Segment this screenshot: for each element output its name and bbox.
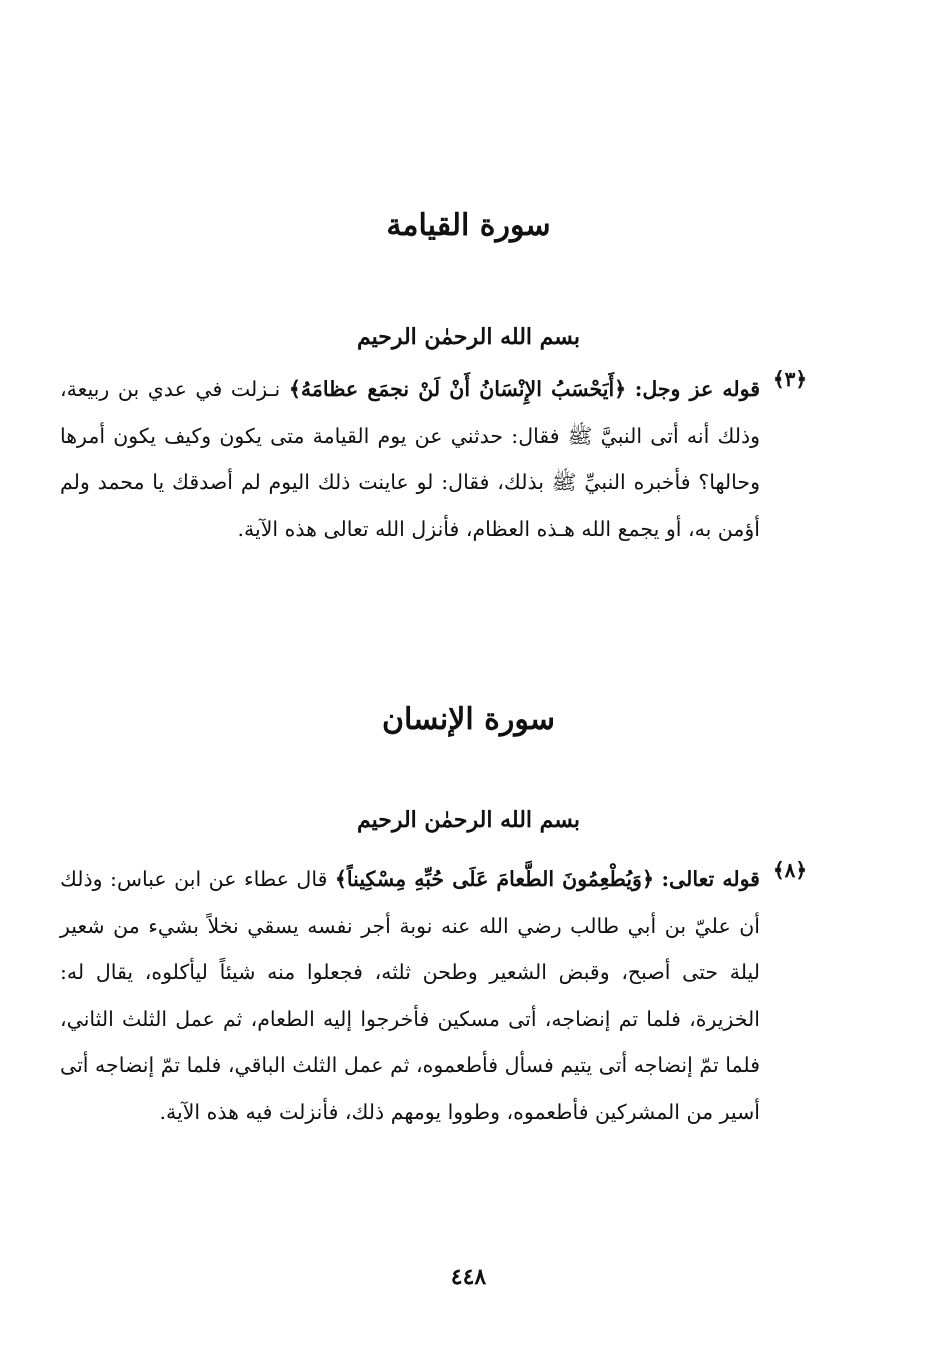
commentary-paragraph-insan: [60, 856, 760, 1135]
surah-title-insan: سورة الإنسان: [381, 702, 555, 737]
lead-phrase: قوله تعالى:: [661, 867, 760, 891]
verse-number-qiyamah: ﴿٣﴾: [772, 367, 808, 391]
lead-phrase: قوله عز وجل:: [634, 377, 760, 401]
surah-title-qiyamah: سورة القيامة: [386, 208, 551, 243]
quran-verse: ﴿وَيُطْعِمُونَ الطَّعامَ عَلَى حُبِّهِ مِسْكِيناً﴾: [334, 867, 654, 891]
commentary-text: نـزلت في عدي بن ربيعة، وذلك أنه أتى النبيَّ ﷺ فقال: حدثني عن يوم القيامة متى يكون وكيف يكون أمرها وحالها؟ فأخبره النبيِّ ﷺ بذلك، فقال: لو عاينت ذلك اليوم لم أصدقك يا محمد ولم أؤمن به، أو يجمع الله هـذه العظام، فأنزل الله تعالى هذه الآية.: [60, 377, 760, 541]
commentary-paragraph-qiyamah: [60, 366, 760, 552]
verse-number-insan: ﴿٨﴾: [772, 858, 808, 882]
commentary-text: قال عطاء عن ابن عباس: وذلك أن عليّ بن أبي طالب رضي الله عنه نوبة أجر نفسه يسقي نخلاً بشيء من شعير ليلة حتى أصبح، وقبض الشعير وطحن ثلثه، فجعلوا منه شيئاً ليأكلوه، يقال له: الخزيرة، فلما تم إنضاجه، أتى مسكين فأخرجوا إليه الطعام، ثم عمل الثلث الثاني، فلما تمّ إنضاجه أتى يتيم فسأل فأطعموه، ثم عمل الثلث الباقي، فلما تمّ إنضاجه أتى أسير من المشركين فأطعموه، وطووا يومهم ذلك، فأنزلت فيه هذه الآية.: [60, 867, 760, 1124]
basmala-qiyamah: بسم الله الرحمٰن الرحيم: [356, 324, 581, 350]
page-number: ٤٤٨: [450, 1264, 487, 1290]
quran-verse: ﴿أَيَحْسَبُ الإِنْسَانُ أَنْ لَنْ نجمَع عظامَهُ﴾: [288, 377, 627, 401]
basmala-insan: بسم الله الرحمٰن الرحيم: [356, 807, 581, 833]
